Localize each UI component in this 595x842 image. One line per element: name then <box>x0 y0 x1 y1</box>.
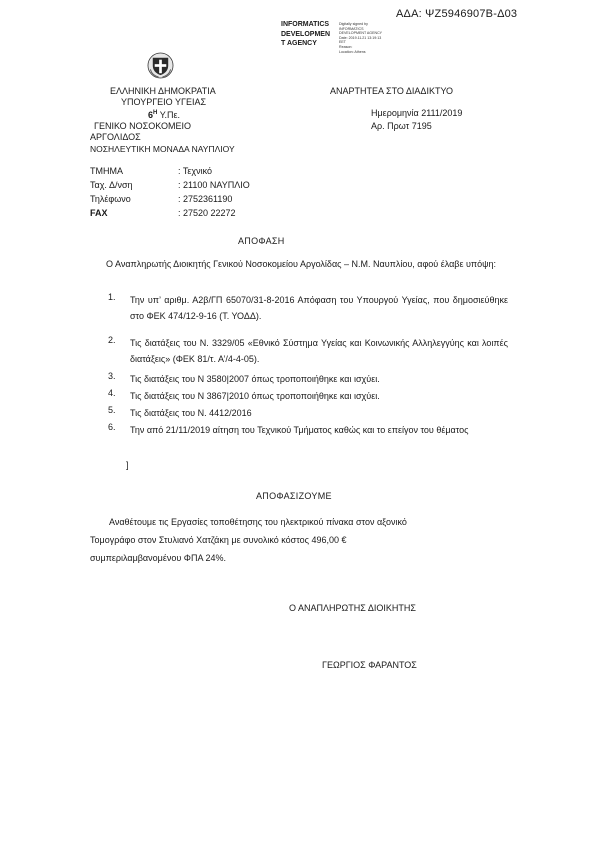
signature-detail-line: EET <box>339 40 346 45</box>
list-item-text: Τις διατάξεις του Ν 3580|2007 όπως τροποποιήθηκε και ισχύει. <box>130 374 380 384</box>
header-country: ΕΛΛΗΝΙΚΗ ΔΗΜΟΚΡΑΤΙΑ <box>110 86 216 96</box>
protocol-number: Αρ. Πρωτ 7195 <box>371 121 432 131</box>
signature-detail-line: Reason: <box>339 44 353 49</box>
info-label: Ταχ. Δ/νση <box>90 180 133 190</box>
decide-title: ΑΠΟΦΑΣΙΖΟΥΜΕ <box>256 491 332 501</box>
greek-emblem-icon <box>147 52 174 79</box>
list-item-text: Τις διατάξεις του Ν 3867|2010 όπως τροποποιήθηκε και ισχύει. <box>130 391 380 401</box>
ada-stamp: ΑΔΑ: ΨΖ5946907Β-Δ03 <box>396 8 518 20</box>
list-item-text: Την υπ’ αριθμ. Α2β/ΓΠ 65070/31-8-2016 Απόφαση του Υπουργού Υγείας, που δημοσιεύθηκε στο ΦΕΚ 474/12-9-16 (Τ. ΥΟΔΔ). <box>130 295 508 321</box>
health-region-suffix: Η <box>153 110 158 116</box>
health-region-number: 6 <box>148 110 154 120</box>
signature-detail-line: INFORMATICS <box>339 26 364 31</box>
signature-agency-line: T AGENCY <box>281 40 317 47</box>
list-item-text: Τις διατάξεις του Ν. 3329/05 «Εθνικό Σύστημα Υγείας και Κοινωνικής Αλληλεγγύης και λοιπές διατάξεις» (ΦΕΚ 81/τ. Α’/4-4-05). <box>130 338 508 364</box>
signature-agency-line: INFORMATICS <box>281 21 330 28</box>
signatory-name: ΓΕΩΡΓΙΟΣ ΦΑΡΑΝΤΟΣ <box>322 660 417 670</box>
header-health-region <box>148 108 180 121</box>
header-hospital: ΓΕΝΙΚΟ ΝΟΣΟΚΟΜΕΙΟ <box>94 121 191 131</box>
info-label: FAX <box>90 208 108 218</box>
signature-detail-line: DEVELOPMENT AGENCY <box>339 31 383 36</box>
intro-paragraph: Ο Αναπληρωτής Διοικητής Γενικού Νοσοκομείου Αργολίδας – Ν.Μ. Ναυπλίου, αφού έλαβε υπόψη: <box>106 259 497 269</box>
signatory-title: Ο ΑΝΑΠΛΗΡΩΤΗΣ ΔΙΟΙΚΗΤΗΣ <box>289 603 416 613</box>
info-value: : Τεχνικό <box>178 166 212 176</box>
info-value: : 27520 22272 <box>178 208 236 218</box>
signature-detail-line: Date: 2019.11.21 13:19:13 <box>339 35 382 40</box>
decision-line: συμπεριλαμβανομένου ΦΠΑ 24%. <box>90 553 226 563</box>
health-region-label: Υ.Πε. <box>157 110 181 120</box>
post-online-notice: ΑΝΑΡΤΗΤΕΑ ΣΤΟ ΔΙΑΔΙΚΤΥΟ <box>330 86 453 96</box>
list-item-number: 1. <box>108 292 116 302</box>
list-item-text: Την από 21/11/2019 αίτηση του Τεχνικού Τμήματος καθώς και το επείγον του θέματος <box>130 425 469 435</box>
document-date: Ημερομηνία 2111/2019 <box>371 108 463 118</box>
header-prefecture: ΑΡΓΟΛΙΔΟΣ <box>90 132 141 142</box>
list-item-number: 5. <box>108 405 116 415</box>
signature-detail-line: Digitally signed by <box>339 22 368 26</box>
info-value: : 21100 ΝΑΥΠΛΙΟ <box>178 180 250 190</box>
signature-detail-line: Location: Athens <box>339 49 366 54</box>
info-label: ΤΜΗΜΑ <box>90 166 123 176</box>
list-item-number: 6. <box>108 422 116 432</box>
list-item-number: 3. <box>108 371 116 381</box>
list-item-number: 4. <box>108 388 116 398</box>
signature-agency-name <box>281 20 330 49</box>
decision-line: Αναθέτουμε τις Εργασίες τοποθέτησης του ηλεκτρικού πίνακα στον αξονικό <box>109 517 407 527</box>
info-value: : 2752361190 <box>178 194 233 204</box>
header-unit: ΝΟΣΗΛΕΥΤΙΚΗ ΜΟΝΑΔΑ ΝΑΥΠΛΙΟΥ <box>90 144 235 154</box>
signature-agency-line: DEVELOPMEN <box>281 30 331 38</box>
signature-details <box>339 22 382 54</box>
decision-title: ΑΠΟΦΑΣΗ <box>238 236 285 246</box>
list-item-text: Τις διατάξεις του Ν. 4412/2016 <box>130 408 252 418</box>
closing-bracket: ] <box>126 460 129 470</box>
header-ministry: ΥΠΟΥΡΓΕΙΟ ΥΓΕΙΑΣ <box>121 97 207 107</box>
list-item-number: 2. <box>108 335 116 345</box>
info-label: Τηλέφωνο <box>90 194 131 204</box>
decision-line: Τομογράφο στον Στυλιανό Χατζάκη με συνολικό κόστος 496,00 € <box>90 535 347 545</box>
